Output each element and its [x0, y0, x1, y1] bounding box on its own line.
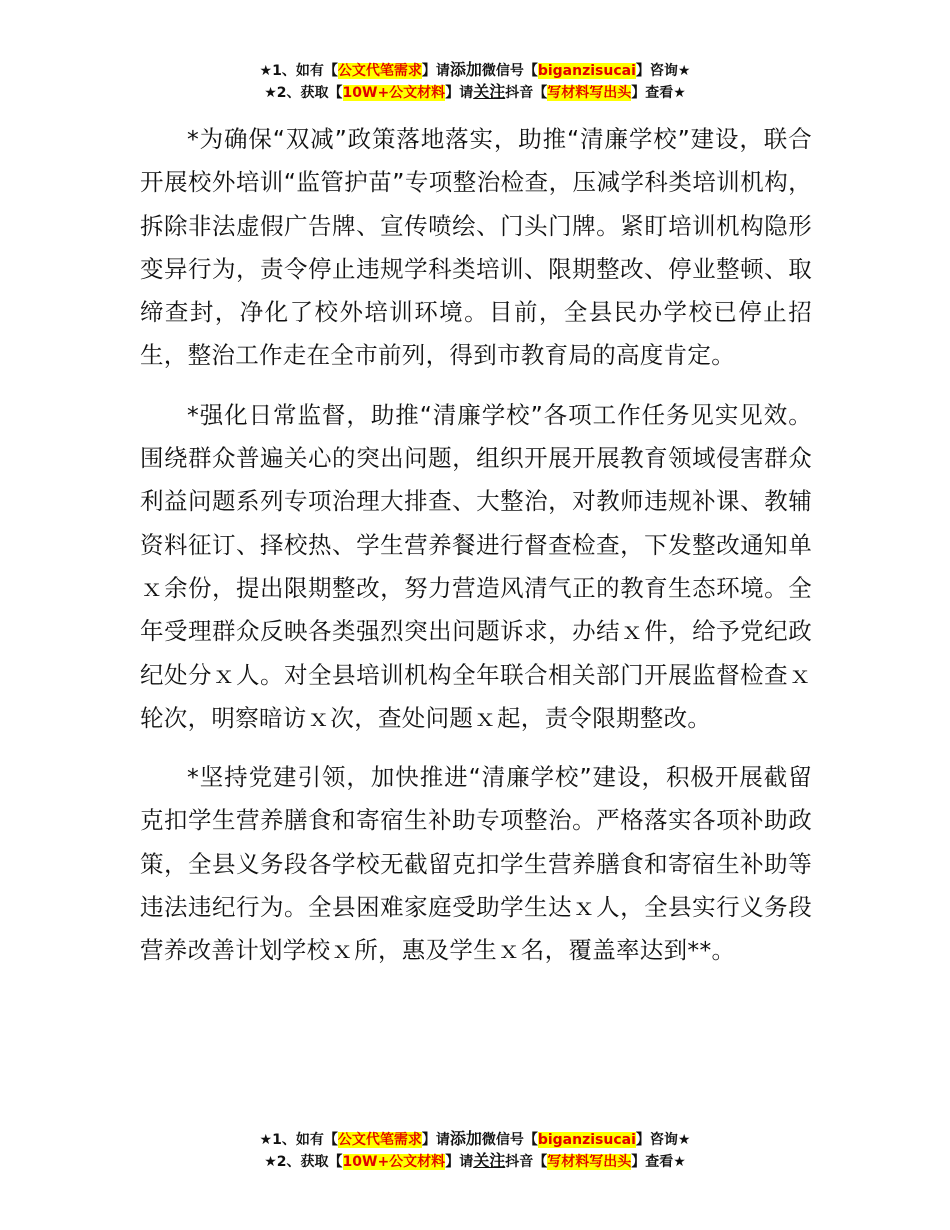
wechat-id-highlight: biganzisucai — [537, 63, 636, 79]
banner-emphasis: 关注 — [473, 82, 506, 101]
banner-bracket: 【 — [328, 85, 343, 101]
ghostwriting-highlight: 公文代笔需求 — [337, 63, 422, 79]
banner-text: 1、如有 — [272, 1132, 324, 1148]
banner-bracket: 【 — [323, 1132, 338, 1148]
star-icon: ★ — [673, 85, 686, 101]
banner-bracket: 】 — [631, 85, 646, 101]
star-icon: ★ — [677, 63, 691, 79]
materials-highlight: 10W+公文材料 — [342, 85, 446, 101]
banner-text: 查看 — [645, 85, 674, 101]
header-banner-line-1 — [0, 59, 950, 81]
banner-bracket: 】 — [635, 63, 650, 79]
banner-bracket: 】 — [445, 1154, 460, 1170]
banner-bracket: 】 — [635, 1132, 650, 1148]
banner-bracket: 】 — [421, 63, 436, 79]
header-banner-line-2 — [0, 81, 950, 103]
header-banner — [0, 59, 950, 103]
douyin-account-highlight: 写材料写出头 — [547, 1154, 632, 1170]
footer-banner-line-1 — [0, 1128, 950, 1150]
banner-bracket: 【 — [323, 63, 338, 79]
banner-text: 1、如有 — [272, 63, 324, 79]
banner-bracket: 【 — [533, 1154, 548, 1170]
banner-text: 抖音 — [505, 1154, 534, 1170]
banner-text: 请 — [459, 85, 474, 101]
footer-banner — [0, 1128, 950, 1172]
banner-emphasis: 关注 — [473, 1151, 506, 1170]
banner-emphasis: 添加 — [449, 60, 482, 79]
banner-emphasis: 添加 — [449, 1129, 482, 1148]
star-icon: ★ — [673, 1154, 686, 1170]
banner-text: 微信号 — [481, 1132, 524, 1148]
banner-bracket: 】 — [445, 85, 460, 101]
body-paragraph-3: *坚持党建引领，加快推进“清廉学校”建设，积极开展截留克扣学生营养膳食和寄宿生补助专项整治。严格落实各项补助政策，全县义务段各学校无截留克扣学生营养膳食和寄宿生补助等违法违纪行为。全县困难家庭受助学生达ｘ人，全县实行义务段营养改善计划学校ｘ所，惠及学生ｘ名，覆盖率达到**。 — [140, 763, 812, 965]
wechat-id-highlight: biganzisucai — [537, 1132, 636, 1148]
ghostwriting-highlight: 公文代笔需求 — [337, 1132, 422, 1148]
banner-bracket: 【 — [533, 85, 548, 101]
banner-text: 2、获取 — [276, 1154, 329, 1170]
banner-text: 咨询 — [649, 1132, 678, 1148]
document-body — [140, 118, 812, 989]
douyin-account-highlight: 写材料写出头 — [547, 85, 632, 101]
banner-bracket: 】 — [421, 1132, 436, 1148]
banner-text: 微信号 — [481, 63, 524, 79]
star-icon: ★ — [264, 85, 277, 101]
banner-text: 请 — [435, 1132, 450, 1148]
banner-text: 查看 — [645, 1154, 674, 1170]
banner-bracket: 【 — [328, 1154, 343, 1170]
banner-bracket: 【 — [523, 1132, 538, 1148]
banner-text: 抖音 — [505, 85, 534, 101]
body-paragraph-1: *为确保“双减”政策落地落实，助推“清廉学校”建设，联合开展校外培训“监管护苗”专项整治检查，压减学科类培训机构，拆除非法虚假广告牌、宣传喷绘、门头门牌。紧盯培训机构隐形变异行为，责令停止违规学科类培训、限期整改、停业整顿、取缔查封，净化了校外培训环境。目前，全县民办学校已停止招生，整治工作走在全市前列，得到市教育局的高度肯定。 — [140, 125, 812, 370]
star-icon: ★ — [259, 63, 273, 79]
materials-highlight: 10W+公文材料 — [342, 1154, 446, 1170]
star-icon: ★ — [264, 1154, 277, 1170]
footer-banner-line-2 — [0, 1150, 950, 1172]
banner-text: 咨询 — [649, 63, 678, 79]
body-paragraph-2: *强化日常监督，助推“清廉学校”各项工作任务见实见效。围绕群众普遍关心的突出问题，组织开展开展教育领域侵害群众利益问题系列专项治理大排查、大整治，对教师违规补课、教辅资料征订、择校热、学生营养餐进行督查检查，下发整改通知单ｘ余份，提出限期整改，努力营造风清气正的教育生态环境。全年受理群众反映各类强烈突出问题诉求，办结ｘ件，给予党纪政纪处分ｘ人。对全县培训机构全年联合相关部门开展监督检查ｘ轮次，明察暗访ｘ次，查处问题ｘ起，责令限期整改。 — [140, 400, 812, 732]
star-icon: ★ — [677, 1132, 691, 1148]
banner-bracket: 【 — [523, 63, 538, 79]
banner-bracket: 】 — [631, 1154, 646, 1170]
banner-text: 请 — [459, 1154, 474, 1170]
banner-text: 请 — [435, 63, 450, 79]
banner-text: 2、获取 — [276, 85, 329, 101]
star-icon: ★ — [259, 1132, 273, 1148]
